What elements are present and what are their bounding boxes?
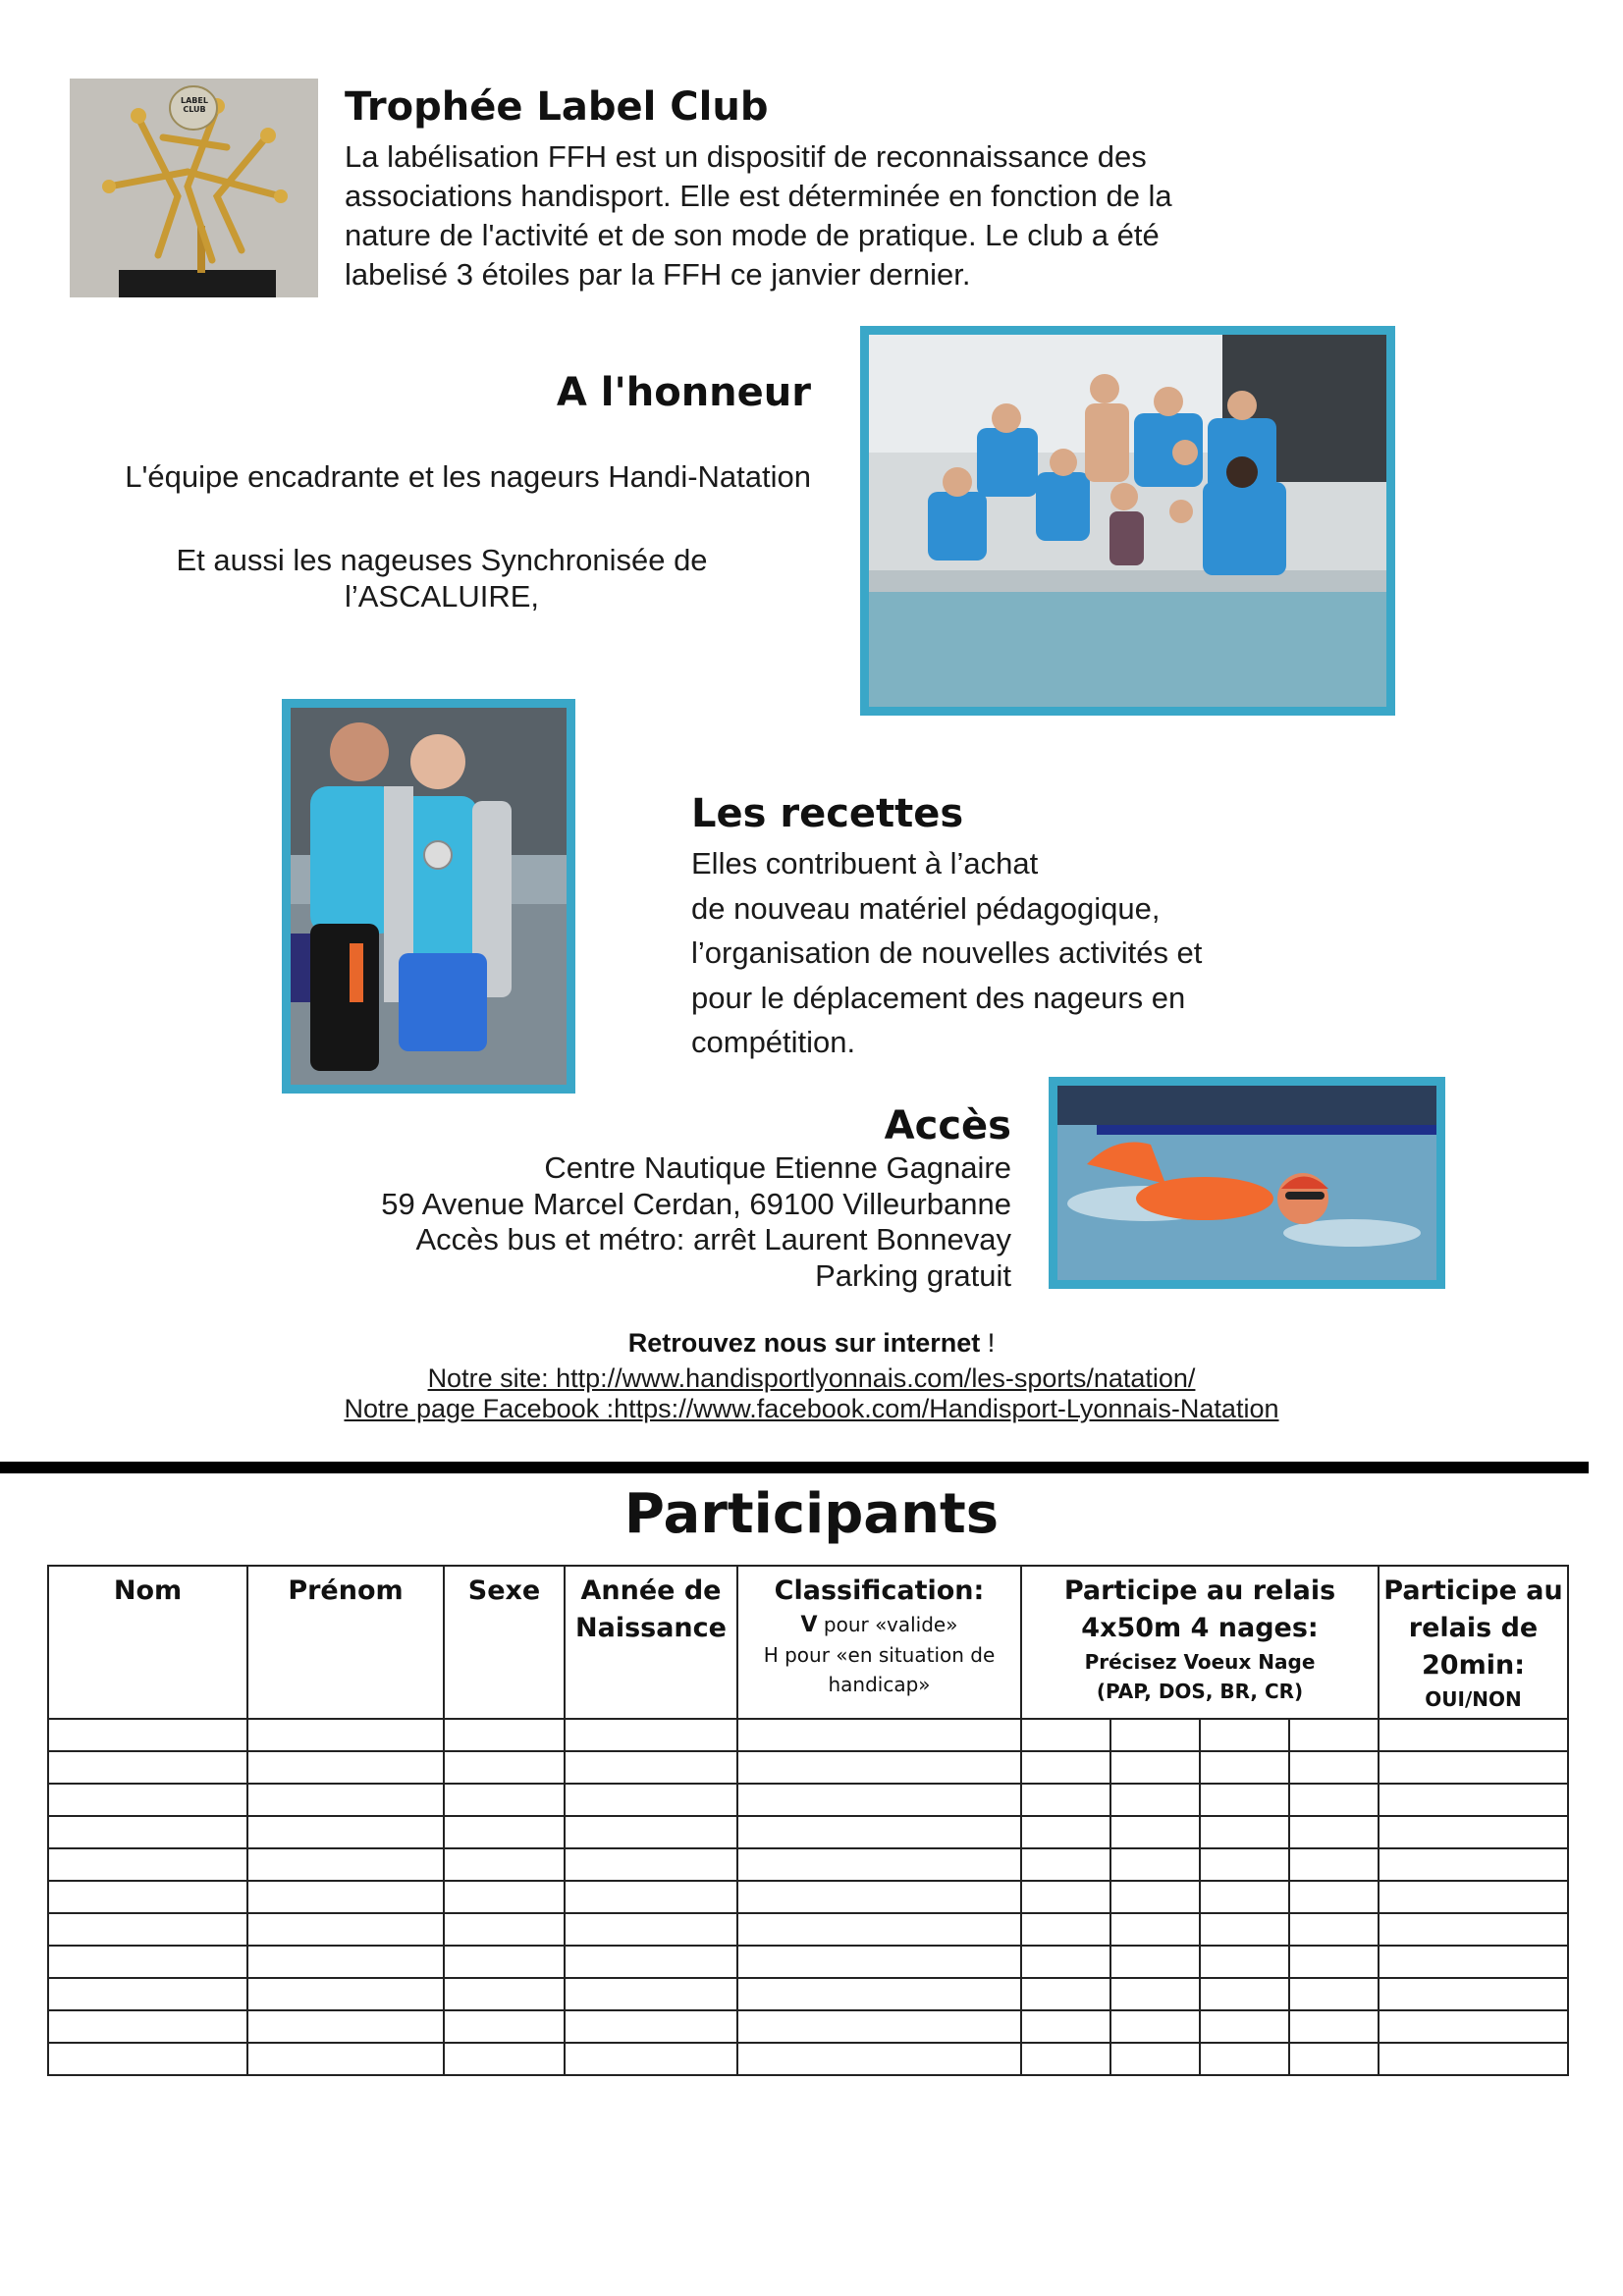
cell-sexe[interactable] bbox=[444, 1816, 565, 1848]
facebook-link[interactable]: Notre page Facebook :https://www.facebook.com/Handisport-Lyonnais-Natation bbox=[344, 1394, 1279, 1423]
internet-heading-bold: Retrouvez nous sur internet bbox=[627, 1328, 981, 1358]
cell-classification[interactable] bbox=[737, 1848, 1021, 1881]
facebook-link-row bbox=[0, 1393, 1623, 1424]
header-sexe bbox=[444, 1566, 565, 1719]
cell-sexe[interactable] bbox=[444, 1751, 565, 1784]
cell-relais-pap[interactable] bbox=[1021, 1784, 1110, 1816]
acces-details bbox=[295, 1150, 1011, 1294]
header-classification-v bbox=[738, 1610, 1020, 1640]
recettes-line: l’organisation de nouvelles activités et bbox=[691, 935, 1203, 970]
cell-classification[interactable] bbox=[737, 2043, 1021, 2075]
cell-classification[interactable] bbox=[737, 1784, 1021, 1816]
header-classification bbox=[737, 1566, 1021, 1719]
cell-classification[interactable] bbox=[737, 1816, 1021, 1848]
cell-relais-20min[interactable] bbox=[1379, 1946, 1568, 1978]
header-relais-4x50-line: Participe au relais bbox=[1063, 1575, 1336, 1606]
cell-relais-pap[interactable] bbox=[1021, 2010, 1110, 2043]
cell-relais-dos[interactable] bbox=[1110, 1816, 1200, 1848]
cell-prenom[interactable] bbox=[247, 1784, 444, 1816]
recettes-line: Elles contribuent à l’achat bbox=[691, 846, 1039, 881]
header-annee-line: Année de bbox=[580, 1575, 722, 1606]
cell-relais-20min[interactable] bbox=[1379, 1978, 1568, 2010]
cell-classification[interactable] bbox=[737, 2010, 1021, 2043]
internet-heading-tail: ! bbox=[980, 1328, 996, 1358]
cell-relais-dos[interactable] bbox=[1110, 1913, 1200, 1946]
cell-relais-br[interactable] bbox=[1200, 1751, 1289, 1784]
header-classification-title: Classification: bbox=[774, 1575, 985, 1606]
cell-prenom[interactable] bbox=[247, 2010, 444, 2043]
cell-relais-20min[interactable] bbox=[1379, 1751, 1568, 1784]
cell-relais-cr[interactable] bbox=[1289, 1978, 1379, 2010]
recettes-line: compétition. bbox=[691, 1025, 856, 1059]
cell-relais-br[interactable] bbox=[1200, 1946, 1289, 1978]
header-nom-label: Nom bbox=[113, 1575, 183, 1606]
trophy-badge-text: LABEL CLUB bbox=[181, 96, 208, 114]
acces-line: Accès bus et métro: arrêt Laurent Bonnevay bbox=[415, 1222, 1011, 1256]
cell-sexe[interactable] bbox=[444, 1946, 565, 1978]
cell-sexe[interactable] bbox=[444, 1848, 565, 1881]
participants-title: Participants bbox=[623, 1482, 1000, 1546]
table-row bbox=[48, 1913, 1568, 1946]
cell-relais-br[interactable] bbox=[1200, 2043, 1289, 2075]
honneur-title: A l'honneur bbox=[556, 370, 811, 415]
cell-nom[interactable] bbox=[48, 1881, 247, 1913]
cell-relais-20min[interactable] bbox=[1379, 1784, 1568, 1816]
cell-relais-20min[interactable] bbox=[1379, 2010, 1568, 2043]
cell-nom[interactable] bbox=[48, 1719, 247, 1751]
cell-relais-br[interactable] bbox=[1200, 1784, 1289, 1816]
table-row bbox=[48, 1881, 1568, 1913]
cell-sexe[interactable] bbox=[444, 2043, 565, 2075]
cell-annee[interactable] bbox=[565, 1784, 737, 1816]
acces-line: Parking gratuit bbox=[815, 1257, 1011, 1293]
cell-relais-pap[interactable] bbox=[1021, 1848, 1110, 1881]
honneur-synchro-line: l’ASCALUIRE, bbox=[344, 579, 540, 614]
cell-annee[interactable] bbox=[565, 1848, 737, 1881]
cell-relais-20min[interactable] bbox=[1379, 2043, 1568, 2075]
header-relais-20min-line: relais de bbox=[1408, 1613, 1539, 1643]
cell-nom[interactable] bbox=[48, 1816, 247, 1848]
header-relais-4x50-line: 4x50m 4 nages: bbox=[1081, 1613, 1319, 1643]
table-row bbox=[48, 2010, 1568, 2043]
cell-nom[interactable] bbox=[48, 2043, 247, 2075]
cell-relais-dos[interactable] bbox=[1110, 1751, 1200, 1784]
trophy-title: Trophée Label Club bbox=[345, 84, 769, 130]
internet-heading bbox=[0, 1326, 1623, 1360]
header-sexe-label: Sexe bbox=[467, 1575, 541, 1606]
cell-relais-dos[interactable] bbox=[1110, 1719, 1200, 1751]
cell-relais-cr[interactable] bbox=[1289, 1719, 1379, 1751]
cell-relais-br[interactable] bbox=[1200, 1719, 1289, 1751]
cell-relais-pap[interactable] bbox=[1021, 1913, 1110, 1946]
cell-prenom[interactable] bbox=[247, 1913, 444, 1946]
header-relais-20min-line: 20min: bbox=[1422, 1650, 1525, 1681]
cell-relais-cr[interactable] bbox=[1289, 1848, 1379, 1881]
recettes-title: Les recettes bbox=[691, 791, 964, 836]
acces-title: Accès bbox=[884, 1103, 1011, 1148]
site-link-row bbox=[0, 1362, 1623, 1394]
cell-relais-cr[interactable] bbox=[1289, 1751, 1379, 1784]
cell-relais-br[interactable] bbox=[1200, 1913, 1289, 1946]
team-photo bbox=[860, 326, 1395, 716]
header-classification-h: H pour «en situation de bbox=[763, 1643, 996, 1667]
honneur-synchro-line: Et aussi les nageuses Synchronisée de bbox=[176, 543, 708, 577]
cell-relais-dos[interactable] bbox=[1110, 1978, 1200, 2010]
cell-annee[interactable] bbox=[565, 1978, 737, 2010]
header-nom bbox=[48, 1566, 247, 1719]
cell-sexe[interactable] bbox=[444, 1978, 565, 2010]
cell-relais-pap[interactable] bbox=[1021, 1946, 1110, 1978]
header-relais-20min-line: Participe au bbox=[1383, 1575, 1563, 1606]
honneur-synchro-text bbox=[88, 542, 795, 614]
cell-classification[interactable] bbox=[737, 1913, 1021, 1946]
header-relais-20min bbox=[1379, 1566, 1568, 1719]
cell-relais-cr[interactable] bbox=[1289, 1946, 1379, 1978]
cell-relais-pap[interactable] bbox=[1021, 1719, 1110, 1751]
cell-classification[interactable] bbox=[737, 1978, 1021, 2010]
cell-sexe[interactable] bbox=[444, 1719, 565, 1751]
table-row bbox=[48, 1946, 1568, 1978]
cell-relais-br[interactable] bbox=[1200, 2010, 1289, 2043]
cell-relais-20min[interactable] bbox=[1379, 1816, 1568, 1848]
cell-relais-pap[interactable] bbox=[1021, 1751, 1110, 1784]
header-prenom-label: Prénom bbox=[288, 1575, 404, 1606]
cell-relais-br[interactable] bbox=[1200, 1978, 1289, 2010]
cell-classification[interactable] bbox=[737, 1751, 1021, 1784]
table-row bbox=[48, 1848, 1568, 1881]
cell-annee[interactable] bbox=[565, 1816, 737, 1848]
participants-body bbox=[48, 1719, 1568, 2075]
cell-relais-dos[interactable] bbox=[1110, 2010, 1200, 2043]
cell-sexe[interactable] bbox=[444, 1913, 565, 1946]
cell-annee[interactable] bbox=[565, 2043, 737, 2075]
recettes-line: pour le déplacement des nageurs en bbox=[691, 980, 1186, 1015]
trophy-line: nature de l'activité et de son mode de pratique. Le club a été bbox=[345, 218, 1160, 252]
cell-relais-dos[interactable] bbox=[1110, 1946, 1200, 1978]
table-row bbox=[48, 2043, 1568, 2075]
cell-nom[interactable] bbox=[48, 1946, 247, 1978]
header-relais-20min-note: OUI/NON bbox=[1425, 1687, 1522, 1711]
header-classification-h: handicap» bbox=[828, 1673, 931, 1696]
cell-prenom[interactable] bbox=[247, 1816, 444, 1848]
cell-annee[interactable] bbox=[565, 1751, 737, 1784]
participants-table bbox=[47, 1565, 1569, 2076]
trophy-image bbox=[70, 79, 318, 297]
cell-annee[interactable] bbox=[565, 1719, 737, 1751]
cell-annee[interactable] bbox=[565, 2010, 737, 2043]
cell-relais-dos[interactable] bbox=[1110, 1848, 1200, 1881]
acces-line: Centre Nautique Etienne Gagnaire bbox=[544, 1150, 1011, 1185]
header-prenom bbox=[247, 1566, 444, 1719]
cell-prenom[interactable] bbox=[247, 1978, 444, 2010]
section-divider bbox=[0, 1462, 1589, 1473]
trophy-line: associations handisport. Elle est déterminée en fonction de la bbox=[345, 179, 1172, 213]
cell-classification[interactable] bbox=[737, 1946, 1021, 1978]
cell-relais-cr[interactable] bbox=[1289, 1784, 1379, 1816]
swimmer-photo bbox=[1049, 1077, 1445, 1289]
header-annee bbox=[565, 1566, 737, 1719]
cell-nom[interactable] bbox=[48, 1978, 247, 2010]
cell-prenom[interactable] bbox=[247, 1719, 444, 1751]
site-link[interactable]: Notre site: http://www.handisportlyonnais.com/les-sports/natation/ bbox=[427, 1363, 1196, 1393]
cell-relais-dos[interactable] bbox=[1110, 1881, 1200, 1913]
cell-relais-pap[interactable] bbox=[1021, 1816, 1110, 1848]
acces-line: 59 Avenue Marcel Cerdan, 69100 Villeurbanne bbox=[381, 1186, 1011, 1221]
cell-relais-20min[interactable] bbox=[1379, 1719, 1568, 1751]
cell-sexe[interactable] bbox=[444, 1784, 565, 1816]
table-row bbox=[48, 1719, 1568, 1751]
cell-prenom[interactable] bbox=[247, 2043, 444, 2075]
table-header-row bbox=[48, 1566, 1568, 1719]
cell-relais-20min[interactable] bbox=[1379, 1881, 1568, 1913]
cell-sexe[interactable] bbox=[444, 2010, 565, 2043]
header-classification-v-text: pour «valide» bbox=[817, 1613, 958, 1636]
cell-prenom[interactable] bbox=[247, 1751, 444, 1784]
cell-relais-dos[interactable] bbox=[1110, 1784, 1200, 1816]
header-relais-4x50-note: (PAP, DOS, BR, CR) bbox=[1096, 1680, 1304, 1703]
cell-annee[interactable] bbox=[565, 1946, 737, 1978]
cell-relais-20min[interactable] bbox=[1379, 1913, 1568, 1946]
cell-relais-pap[interactable] bbox=[1021, 2043, 1110, 2075]
cell-nom[interactable] bbox=[48, 1784, 247, 1816]
cell-relais-pap[interactable] bbox=[1021, 1881, 1110, 1913]
header-relais-4x50-note: Précisez Voeux Nage bbox=[1084, 1650, 1316, 1674]
cell-relais-br[interactable] bbox=[1200, 1881, 1289, 1913]
cell-relais-cr[interactable] bbox=[1289, 2010, 1379, 2043]
cell-relais-dos[interactable] bbox=[1110, 2043, 1200, 2075]
coach-swimmer-photo bbox=[282, 699, 575, 1094]
trophy-line: labelisé 3 étoiles par la FFH ce janvier dernier. bbox=[345, 257, 971, 292]
cell-relais-pap[interactable] bbox=[1021, 1978, 1110, 2010]
cell-prenom[interactable] bbox=[247, 1881, 444, 1913]
cell-prenom[interactable] bbox=[247, 1848, 444, 1881]
cell-relais-cr[interactable] bbox=[1289, 1881, 1379, 1913]
table-row bbox=[48, 1784, 1568, 1816]
cell-prenom[interactable] bbox=[247, 1946, 444, 1978]
header-classification-v-letter: V bbox=[800, 1613, 818, 1637]
header-annee-line: Naissance bbox=[575, 1613, 727, 1643]
cell-relais-br[interactable] bbox=[1200, 1816, 1289, 1848]
recettes-line: de nouveau matériel pédagogique, bbox=[691, 890, 1161, 926]
recettes-description bbox=[691, 841, 1379, 1065]
trophy-line: La labélisation FFH est un dispositif de reconnaissance des bbox=[345, 139, 1147, 174]
table-row bbox=[48, 1816, 1568, 1848]
cell-relais-20min[interactable] bbox=[1379, 1848, 1568, 1881]
trophy-description bbox=[345, 137, 1228, 294]
cell-relais-cr[interactable] bbox=[1289, 2043, 1379, 2075]
cell-annee[interactable] bbox=[565, 1881, 737, 1913]
honneur-team-text: L'équipe encadrante et les nageurs Handi-Natation bbox=[125, 459, 811, 494]
cell-nom[interactable] bbox=[48, 2010, 247, 2043]
cell-classification[interactable] bbox=[737, 1881, 1021, 1913]
cell-relais-cr[interactable] bbox=[1289, 1913, 1379, 1946]
cell-sexe[interactable] bbox=[444, 1881, 565, 1913]
table-row bbox=[48, 1751, 1568, 1784]
cell-nom[interactable] bbox=[48, 1848, 247, 1881]
cell-annee[interactable] bbox=[565, 1913, 737, 1946]
cell-nom[interactable] bbox=[48, 1751, 247, 1784]
header-relais-4x50 bbox=[1021, 1566, 1379, 1719]
cell-classification[interactable] bbox=[737, 1719, 1021, 1751]
cell-relais-cr[interactable] bbox=[1289, 1816, 1379, 1848]
cell-relais-br[interactable] bbox=[1200, 1848, 1289, 1881]
table-row bbox=[48, 1978, 1568, 2010]
cell-nom[interactable] bbox=[48, 1913, 247, 1946]
